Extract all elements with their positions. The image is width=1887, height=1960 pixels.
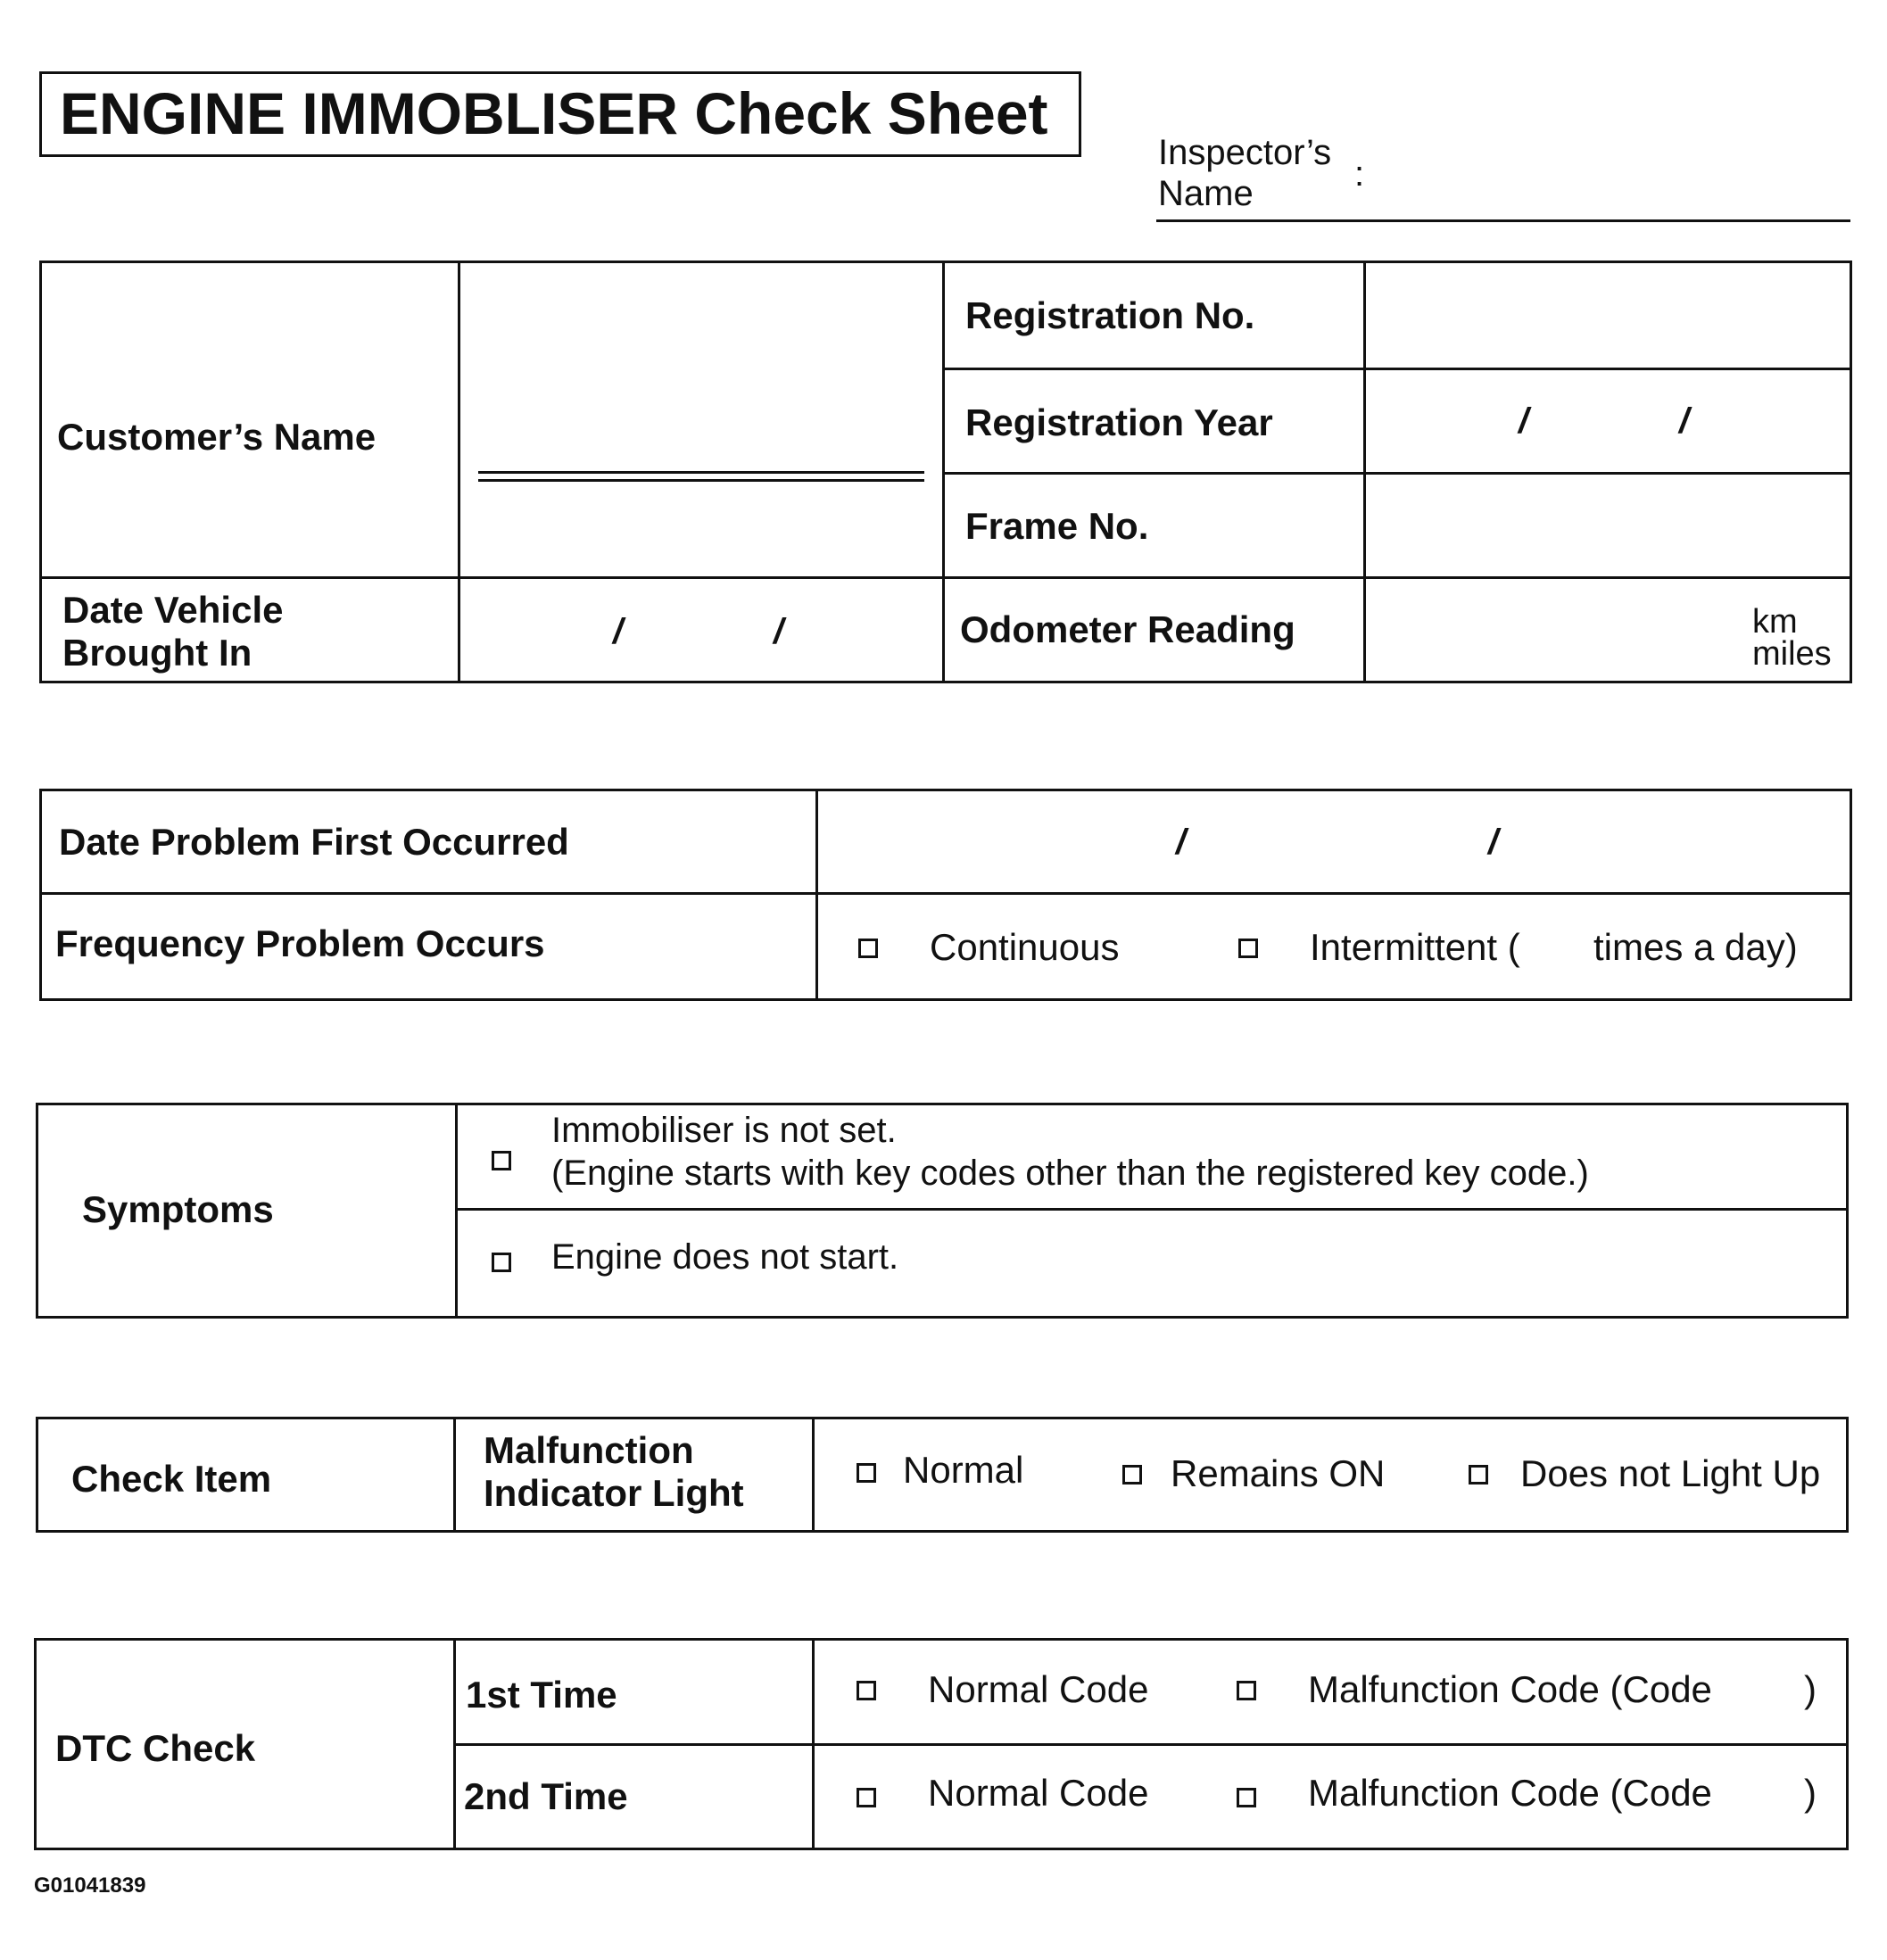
date-separator: / bbox=[1488, 823, 1499, 862]
dtc-second-normal-label: Normal Code bbox=[928, 1772, 1149, 1814]
symptoms-label: Symptoms bbox=[82, 1188, 274, 1230]
figure-id: G01041839 bbox=[34, 1873, 146, 1898]
unit-km: km bbox=[1752, 603, 1798, 641]
dtc-check-label: DTC Check bbox=[55, 1727, 256, 1769]
inspector-colon: : bbox=[1354, 154, 1365, 194]
date-brought-in-field[interactable] bbox=[461, 580, 939, 680]
registration-no-label: Registration No. bbox=[965, 294, 1255, 336]
dtc-second-time-label: 2nd Time bbox=[464, 1775, 628, 1817]
page-title: ENGINE IMMOBLISER Check Sheet bbox=[60, 80, 1048, 146]
title-box bbox=[39, 71, 1081, 157]
times-a-day-label: times a day) bbox=[1593, 926, 1798, 968]
check-item-label: Check Item bbox=[71, 1458, 272, 1500]
dtc-first-malfunction-label: Malfunction Code (Code bbox=[1308, 1668, 1712, 1710]
date-first-occurred-label: Date Problem First Occurred bbox=[59, 821, 569, 863]
mil-remains-on-checkbox[interactable] bbox=[1122, 1465, 1142, 1484]
date-brought-in-label-line2: Brought In bbox=[62, 632, 252, 674]
dtc-second-malfunction-label: Malfunction Code (Code bbox=[1308, 1772, 1712, 1814]
odometer-field[interactable] bbox=[1367, 580, 1849, 680]
inspector-label-line2: Name bbox=[1158, 174, 1254, 213]
date-separator: / bbox=[1176, 823, 1187, 862]
date-brought-in-label-line1: Date Vehicle bbox=[62, 589, 284, 631]
symptom1-line1: Immobiliser is not set. bbox=[551, 1111, 897, 1150]
mil-label-line2: Indicator Light bbox=[484, 1472, 744, 1514]
dtc-second-close-paren: ) bbox=[1804, 1772, 1817, 1814]
mil-remains-on-label: Remains ON bbox=[1171, 1452, 1386, 1494]
mil-normal-checkbox[interactable] bbox=[857, 1463, 876, 1483]
mil-does-not-light-checkbox[interactable] bbox=[1469, 1465, 1488, 1484]
dtc-second-code-input[interactable] bbox=[1713, 1770, 1802, 1815]
dtc-first-normal-checkbox[interactable] bbox=[857, 1681, 876, 1700]
mil-normal-label: Normal bbox=[903, 1449, 1024, 1491]
dtc-first-code-input[interactable] bbox=[1713, 1666, 1802, 1711]
dtc-first-time-label: 1st Time bbox=[466, 1674, 617, 1716]
date-first-occurred-field[interactable] bbox=[819, 792, 1849, 890]
continuous-checkbox[interactable] bbox=[858, 939, 878, 958]
frequency-label: Frequency Problem Occurs bbox=[55, 922, 545, 964]
date-separator: / bbox=[774, 612, 784, 651]
dtc-second-normal-checkbox[interactable] bbox=[857, 1788, 876, 1807]
customer-name-label: Customer’s Name bbox=[57, 416, 377, 458]
dtc-first-malfunction-checkbox[interactable] bbox=[1237, 1681, 1256, 1700]
date-separator: / bbox=[1679, 401, 1690, 441]
mil-label-line1: Malfunction bbox=[484, 1429, 694, 1471]
mil-does-not-light-label: Does not Light Up bbox=[1520, 1452, 1821, 1494]
registration-year-label: Registration Year bbox=[965, 401, 1273, 443]
customer-name-field[interactable] bbox=[478, 471, 924, 482]
times-a-day-input[interactable] bbox=[1526, 924, 1585, 969]
intermittent-checkbox[interactable] bbox=[1238, 939, 1258, 958]
date-separator: / bbox=[1519, 401, 1529, 441]
registration-year-field[interactable] bbox=[1367, 371, 1849, 469]
unit-miles: miles bbox=[1752, 635, 1832, 673]
frame-no-field[interactable] bbox=[1367, 476, 1849, 574]
dtc-first-close-paren: ) bbox=[1804, 1668, 1817, 1710]
dtc-second-malfunction-checkbox[interactable] bbox=[1237, 1788, 1256, 1807]
symptoms-table bbox=[36, 1103, 1849, 1319]
odometer-label: Odometer Reading bbox=[960, 608, 1295, 650]
inspector-label-line1: Inspector’s bbox=[1158, 133, 1332, 172]
dtc-first-normal-label: Normal Code bbox=[928, 1668, 1149, 1710]
continuous-label: Continuous bbox=[930, 926, 1120, 968]
date-separator: / bbox=[613, 612, 624, 651]
symptom2: Engine does not start. bbox=[551, 1237, 899, 1277]
intermittent-label: Intermittent ( bbox=[1310, 926, 1520, 968]
registration-no-field[interactable] bbox=[1367, 263, 1849, 365]
symptom-engine-not-start-checkbox[interactable] bbox=[492, 1253, 511, 1272]
symptom-immobiliser-not-set-checkbox[interactable] bbox=[492, 1151, 511, 1170]
symptom1-line2: (Engine starts with key codes other than the registered key code.) bbox=[551, 1154, 1589, 1193]
inspector-name-line[interactable] bbox=[1156, 219, 1850, 222]
frame-no-label: Frame No. bbox=[965, 505, 1149, 547]
